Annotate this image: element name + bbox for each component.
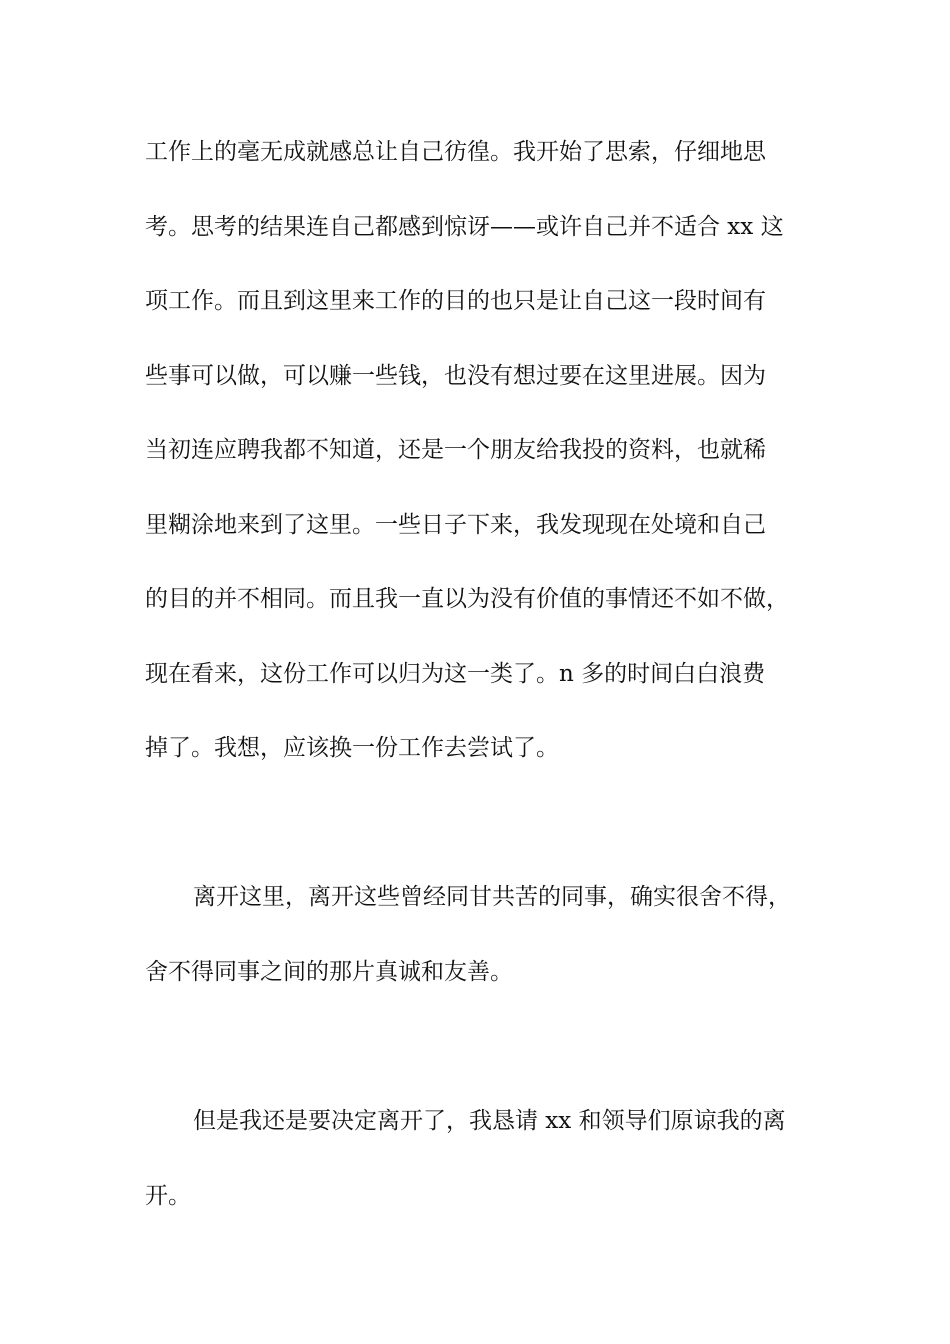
paragraph-line: 当初连应聘我都不知道，还是一个朋友给我投的资料，也就稀 — [145, 437, 766, 463]
paragraph-line: 现在看来，这份工作可以归为这一类了。n 多的时间白白浪费 — [145, 660, 766, 687]
paragraph-line: 里糊涂地来到了这里。一些日子下来，我发现现在处境和自己 — [145, 511, 766, 538]
paragraph-line: 项工作。而且到这里来工作的目的也只是让自己这一段时间有 — [145, 288, 766, 314]
paragraph-1 — [145, 115, 810, 786]
paragraph-line: 但是我还是要决定离开了，我恳请 xx 和领导们原谅我的离 — [193, 1108, 786, 1134]
paragraph-line: 些事可以做，可以赚一些钱，也没有想过要在这里进展。因为 — [145, 362, 766, 389]
paragraph-line: 的目的并不相同。而且我一直以为没有价值的事情还不如不做， — [145, 586, 789, 612]
paragraph-2 — [145, 860, 810, 1009]
paragraph-line: 离开这里，离开这些曾经同甘共苦的同事，确实很舍不得， — [193, 884, 791, 910]
paragraph-3 — [145, 1084, 810, 1233]
paragraph-line: 掉了。我想，应该换一份工作去尝试了。 — [145, 735, 559, 761]
paragraph-line: 工作上的毫无成就感总让自己彷徨。我开始了思索，仔细地思 — [145, 139, 766, 165]
paragraph-line: 考。思考的结果连自己都感到惊讶——或许自己并不适合 xx 这 — [145, 213, 784, 240]
paragraph-line: 舍不得同事之间的那片真诚和友善。 — [145, 958, 513, 985]
paragraph-line: 开。 — [145, 1182, 191, 1209]
